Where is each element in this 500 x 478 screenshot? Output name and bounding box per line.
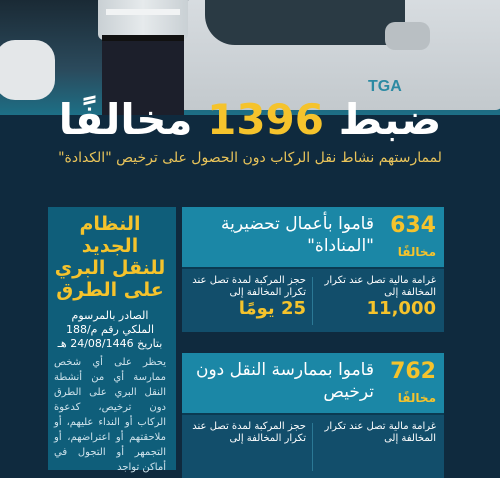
headline-part2: مخالفًا	[58, 95, 208, 144]
stat-description: قاموا بممارسة النقل دون ترخيص	[195, 360, 374, 402]
penalty-fine-value: 11,000	[366, 298, 436, 319]
car-mirror-image	[385, 22, 430, 50]
penalty-fine	[316, 421, 436, 445]
subtitle: لممارستهم نشاط نقل الركاب دون الحصول على ترخيص "الكدادة"	[58, 150, 442, 166]
penalty-impound-label: حجز المركبة لمدة تصل عند تكرار المخالفة إلى	[192, 275, 306, 298]
penalty-fine	[316, 275, 436, 319]
tga-watermark: TGA	[368, 78, 402, 95]
regulation-panel	[48, 207, 176, 473]
penalty-divider	[312, 277, 313, 325]
regulation-body: يحظر على أي شخص ممارسة أي من أنشطة النقل البري على الطرق دون ترخيص، كدعوة الركاب أو النداء عليهم، أو ملاحقتهم أو اعتراضهم، أو التجمهر أو التجول في أماكن تواجد	[54, 357, 166, 473]
car-window-image	[205, 0, 405, 45]
stat-card-penalties	[182, 413, 444, 478]
penalty-fine-label: غرامة مالية تصل عند تكرار المخالفة إلى	[324, 421, 436, 444]
stat-card-penalties	[182, 267, 444, 332]
stat-number: 762	[390, 359, 436, 384]
regulation-subtitle: الصادر بالمرسوم الملكي رقم م/188 بتاريخ 24/08/1446 هـ	[57, 309, 163, 350]
stat-card-1	[182, 207, 444, 332]
penalty-divider	[312, 423, 313, 471]
regulation-title: النظام الجديد للنقل البري على الطرق	[54, 213, 166, 301]
headline-part1: ضبط	[324, 95, 442, 144]
car-front-image	[0, 40, 55, 100]
headline-text	[0, 95, 500, 145]
penalty-impound	[186, 275, 306, 319]
stat-number: 634	[390, 213, 436, 238]
penalty-impound-value: 25 يومًا	[238, 298, 306, 319]
stat-description: قاموا بأعمال تحضيرية "المناداة"	[221, 214, 374, 256]
penalty-impound-label: حجز المركبة لمدة تصل عند تكرار المخالفة إلى	[192, 421, 306, 444]
stat-card-header	[182, 207, 444, 267]
stat-card-header	[182, 353, 444, 413]
penalty-fine-label: غرامة مالية تصل عند تكرار المخالفة إلى	[324, 275, 436, 298]
stat-unit: مخالفًا	[397, 391, 436, 405]
headline-number: 1396	[207, 95, 324, 144]
stat-unit: مخالفًا	[397, 245, 436, 259]
stat-card-2	[182, 353, 444, 478]
headline	[0, 95, 500, 145]
penalty-impound	[186, 421, 306, 445]
